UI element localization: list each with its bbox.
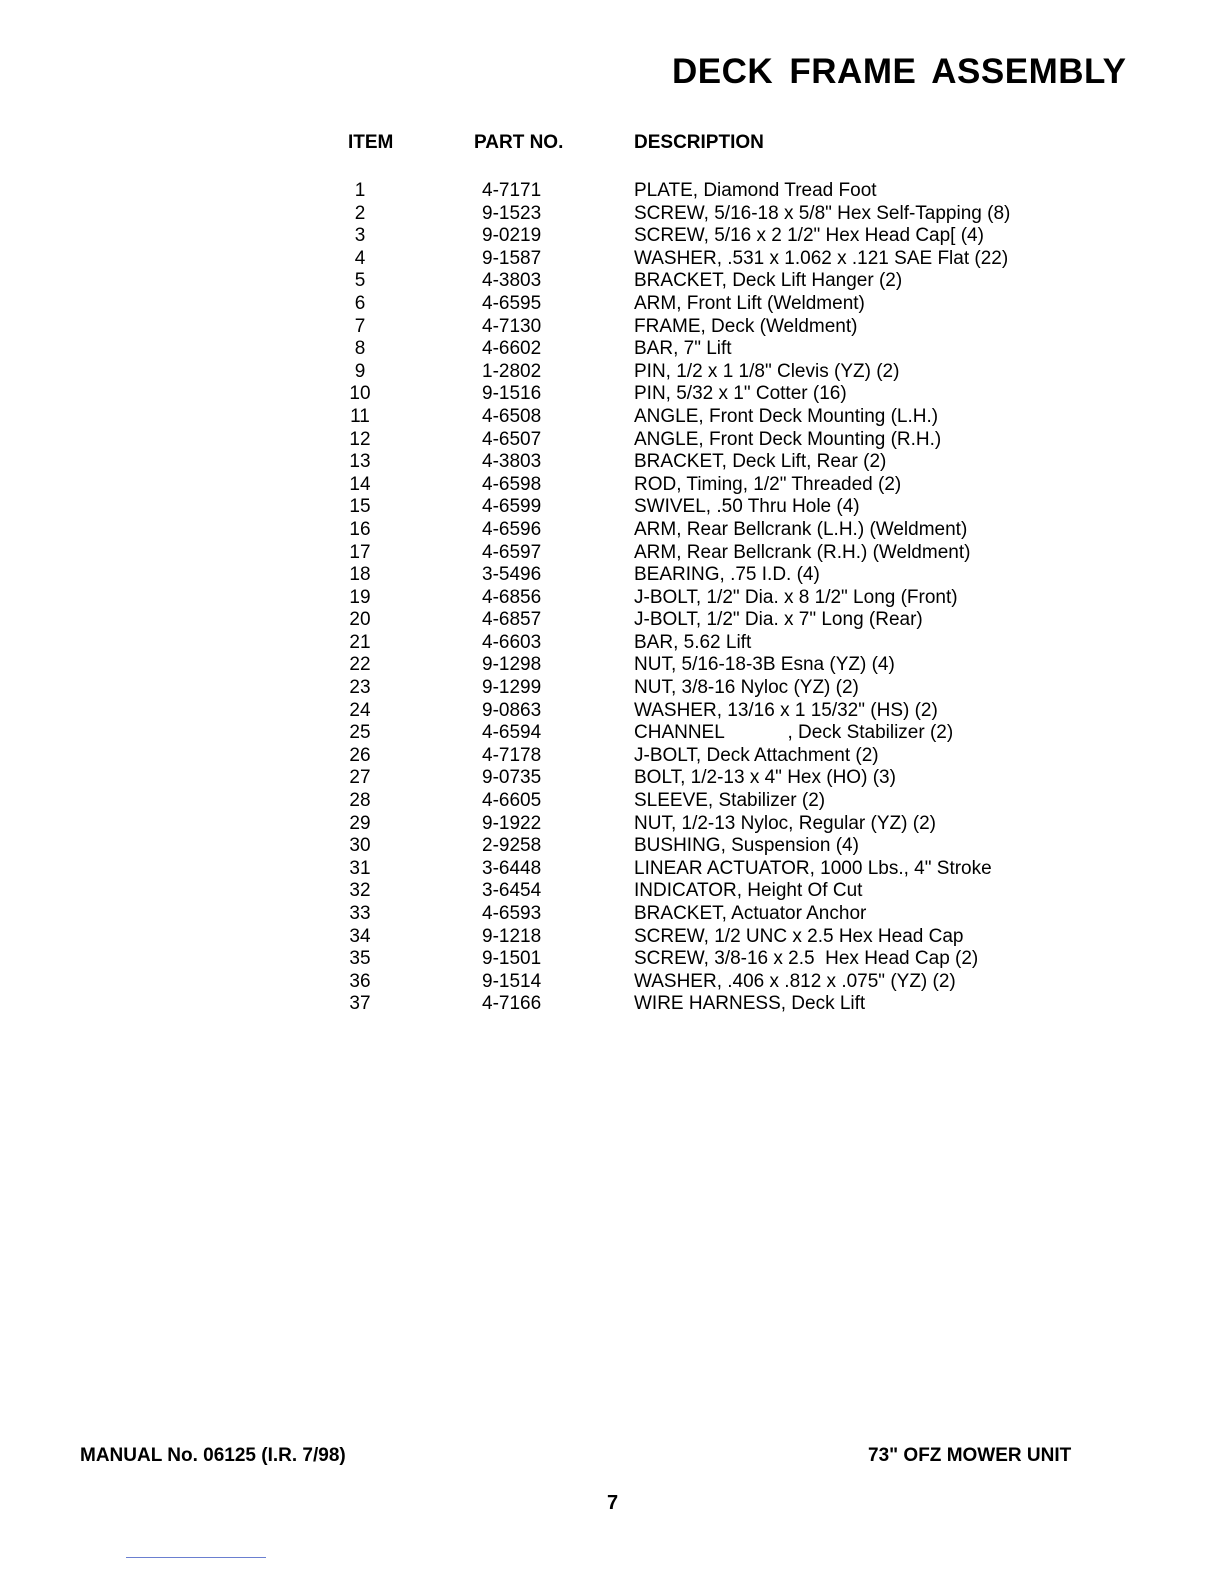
part-number: 4-6603 (482, 631, 542, 653)
part-description: PLATE, Diamond Tread Foot (634, 180, 877, 201)
item-number: 26 (349, 744, 371, 766)
part-description: PIN, 5/32 x 1" Cotter (16) (634, 383, 847, 405)
part-description: SCREW, 1/2 UNC x 2.5 Hex Head Cap (634, 925, 964, 947)
item-number: 29 (349, 812, 371, 834)
part-number: 4-3803 (482, 270, 542, 292)
part-number: 4-6599 (482, 496, 542, 518)
item-number: 23 (349, 677, 371, 699)
list-item (0, 858, 1225, 881)
item-number: 2 (354, 202, 366, 224)
list-item (0, 654, 1225, 677)
part-description: WASHER, 13/16 x 1 15/32" (HS) (2) (634, 699, 938, 721)
part-description: ROD, Timing, 1/2" Threaded (2) (634, 473, 902, 495)
item-number: 5 (354, 270, 366, 292)
part-number: 9-0735 (482, 767, 542, 789)
part-description: WASHER, .406 x .812 x .075" (YZ) (2) (634, 970, 956, 992)
list-item (0, 451, 1225, 474)
list-item (0, 767, 1225, 790)
part-description: NUT, 5/16-18-3B Esna (YZ) (4) (634, 654, 895, 676)
column-header-item: ITEM (348, 132, 394, 153)
part-number: 3-6454 (482, 880, 542, 902)
part-number: 9-1523 (482, 202, 542, 224)
manual-number: MANUAL No. 06125 (I.R. 7/98) (80, 1445, 346, 1466)
list-item (0, 225, 1225, 248)
list-item (0, 926, 1225, 949)
item-number: 22 (349, 654, 371, 676)
list-item (0, 316, 1225, 339)
part-description: BOLT, 1/2-13 x 4" Hex (HO) (3) (634, 767, 896, 789)
list-item (0, 361, 1225, 384)
part-number: 4-6597 (482, 541, 542, 563)
list-item (0, 564, 1225, 587)
item-number: 1 (354, 180, 366, 201)
part-description: NUT, 1/2-13 Nyloc, Regular (YZ) (2) (634, 812, 936, 834)
list-item (0, 519, 1225, 542)
list-item (0, 903, 1225, 926)
part-description: WASHER, .531 x 1.062 x .121 SAE Flat (22) (634, 247, 1009, 269)
part-description: J-BOLT, 1/2" Dia. x 8 1/2" Long (Front) (634, 586, 958, 608)
item-number: 37 (349, 993, 371, 1015)
part-number: 4-6507 (482, 428, 542, 450)
item-number: 12 (349, 428, 371, 450)
item-number: 13 (349, 451, 371, 473)
item-number: 3 (354, 225, 366, 247)
part-number: 9-1501 (482, 948, 542, 970)
part-description: SLEEVE, Stabilizer (2) (634, 790, 826, 812)
page-number: 7 (606, 1492, 619, 1514)
part-description: ANGLE, Front Deck Mounting (R.H.) (634, 428, 942, 450)
part-number: 3-6448 (482, 857, 542, 879)
list-item (0, 722, 1225, 745)
part-description: BRACKET, Actuator Anchor (634, 903, 867, 924)
list-item (0, 248, 1225, 271)
part-description: NUT, 3/8-16 Nyloc (YZ) (2) (634, 677, 859, 699)
item-number: 25 (349, 722, 371, 744)
item-number: 14 (349, 473, 371, 495)
list-item (0, 745, 1225, 768)
item-number: 8 (354, 338, 366, 360)
list-item (0, 971, 1225, 994)
part-number: 3-5496 (482, 564, 542, 586)
part-description: SWIVEL, .50 Thru Hole (4) (634, 496, 860, 518)
list-item (0, 835, 1225, 858)
part-number: 9-0219 (482, 225, 542, 247)
item-number: 10 (349, 383, 371, 405)
part-description: BAR, 7" Lift (634, 338, 732, 360)
part-number: 4-3803 (482, 451, 542, 473)
part-description: ARM, Front Lift (Weldment) (634, 292, 865, 314)
item-number: 15 (349, 496, 371, 518)
part-description: ARM, Rear Bellcrank (L.H.) (Weldment) (634, 518, 968, 540)
part-description: BRACKET, Deck Lift Hanger (2) (634, 270, 903, 292)
part-description: BRACKET, Deck Lift, Rear (2) (634, 451, 887, 473)
part-description: J-BOLT, 1/2" Dia. x 7" Long (Rear) (634, 609, 923, 631)
item-number: 19 (349, 586, 371, 608)
item-number: 17 (349, 541, 371, 563)
part-number: 4-6857 (482, 609, 542, 631)
part-number: 2-9258 (482, 835, 542, 857)
list-item (0, 587, 1225, 610)
list-item (0, 203, 1225, 226)
list-item (0, 338, 1225, 361)
list-item (0, 700, 1225, 723)
part-description: ARM, Rear Bellcrank (R.H.) (Weldment) (634, 541, 971, 563)
item-number: 33 (349, 903, 371, 924)
part-number: 4-6508 (482, 405, 542, 427)
list-item (0, 632, 1225, 655)
part-description: ANGLE, Front Deck Mounting (L.H.) (634, 405, 939, 427)
unit-name: 73" OFZ MOWER UNIT (868, 1445, 1072, 1466)
part-number: 9-1587 (482, 247, 542, 269)
item-number: 11 (350, 405, 370, 427)
item-number: 28 (349, 790, 371, 812)
item-number: 36 (349, 970, 371, 992)
part-description: CHANNEL , Deck Stabilizer (2) (634, 722, 954, 744)
part-number: 4-7166 (482, 993, 542, 1015)
part-number: 4-7130 (482, 315, 542, 337)
list-item (0, 496, 1225, 519)
list-item (0, 993, 1225, 1016)
item-number: 32 (349, 880, 371, 902)
part-number: 9-1218 (482, 925, 542, 947)
part-number: 9-1299 (482, 677, 542, 699)
item-number: 6 (354, 292, 366, 314)
part-description: FRAME, Deck (Weldment) (634, 315, 858, 337)
part-number: 9-0863 (482, 699, 542, 721)
parts-list (0, 180, 1225, 1016)
item-number: 21 (349, 631, 371, 653)
list-item (0, 270, 1225, 293)
item-number: 9 (354, 360, 366, 382)
part-description: SCREW, 5/16-18 x 5/8" Hex Self-Tapping (8) (634, 202, 1011, 224)
list-item (0, 383, 1225, 406)
part-number: 9-1922 (482, 812, 542, 834)
footer-rule (126, 1557, 266, 1558)
page-title: DECK FRAME ASSEMBLY (672, 52, 1127, 91)
part-description: SCREW, 3/8-16 x 2.5 Hex Head Cap (2) (634, 948, 979, 970)
part-number: 4-7171 (482, 180, 542, 201)
item-number: 18 (349, 564, 371, 586)
part-description: BUSHING, Suspension (4) (634, 835, 859, 857)
list-item (0, 677, 1225, 700)
item-number: 24 (349, 699, 371, 721)
item-number: 20 (349, 609, 371, 631)
item-number: 35 (349, 948, 371, 970)
list-item (0, 429, 1225, 452)
item-number: 16 (349, 518, 371, 540)
part-description: BAR, 5.62 Lift (634, 631, 752, 653)
part-number: 4-6596 (482, 518, 542, 540)
column-header-part-no: PART NO. (474, 132, 564, 153)
item-number: 4 (354, 247, 366, 269)
list-item (0, 180, 1225, 203)
part-number: 4-6598 (482, 473, 542, 495)
list-item (0, 609, 1225, 632)
part-description: PIN, 1/2 x 1 1/8" Clevis (YZ) (2) (634, 360, 900, 382)
part-number: 4-7178 (482, 744, 542, 766)
part-number: 4-6856 (482, 586, 542, 608)
part-number: 4-6595 (482, 292, 542, 314)
part-number: 9-1514 (482, 970, 542, 992)
part-description: WIRE HARNESS, Deck Lift (634, 993, 866, 1015)
list-item (0, 406, 1225, 429)
list-item (0, 813, 1225, 836)
item-number: 34 (349, 925, 371, 947)
part-description: INDICATOR, Height Of Cut (634, 880, 863, 902)
part-description: SCREW, 5/16 x 2 1/2" Hex Head Cap[ (4) (634, 225, 984, 247)
item-number: 30 (349, 835, 371, 857)
part-number: 4-6593 (482, 903, 542, 924)
item-number: 7 (354, 315, 366, 337)
part-description: LINEAR ACTUATOR, 1000 Lbs., 4" Stroke (634, 857, 992, 879)
part-number: 4-6602 (482, 338, 542, 360)
item-number: 27 (349, 767, 371, 789)
list-item (0, 790, 1225, 813)
part-number: 1-2802 (482, 360, 542, 382)
part-number: 4-6605 (482, 790, 542, 812)
part-number: 4-6594 (482, 722, 542, 744)
list-item (0, 474, 1225, 497)
list-item (0, 293, 1225, 316)
item-number: 31 (349, 857, 371, 879)
part-number: 9-1298 (482, 654, 542, 676)
list-item (0, 542, 1225, 565)
part-number: 9-1516 (482, 383, 542, 405)
column-header-description: DESCRIPTION (634, 132, 764, 153)
part-description: BEARING, .75 I.D. (4) (634, 564, 820, 586)
list-item (0, 948, 1225, 971)
part-description: J-BOLT, Deck Attachment (2) (634, 744, 879, 766)
list-item (0, 880, 1225, 903)
